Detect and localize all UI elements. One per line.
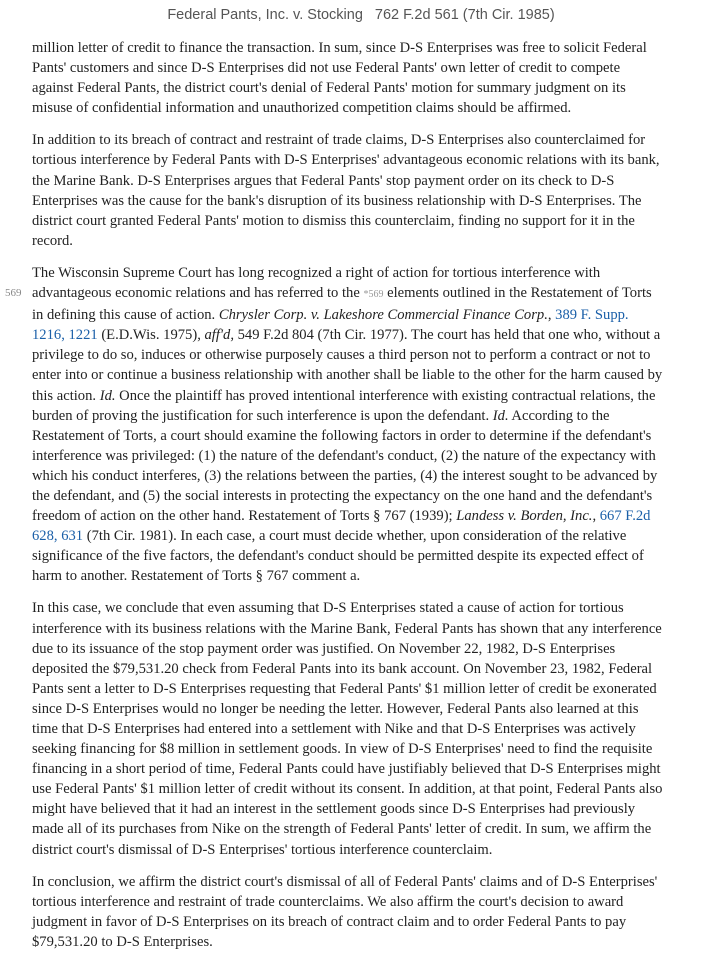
- case-name-chrysler: Chrysler Corp. v. Lakeshore Commercial Finance Corp.: [218, 307, 548, 324]
- paragraph-3-text: According to the Restatement of Torts, a court should examine the following factors in order to determine if the defendant's interference was privileged: (1) the nature of the defendant's conduct, (2) the nature of the expectancy with which his conduct interferes, (3) the relations between the parties, (4) the interest sought to be advanced by the defendant, and (5) the social interests in protecting the expectancy on the one hand and the defendant's freedom of action on the other hand. Restatement of Torts § 767 (1939);: [32, 407, 658, 525]
- paragraph-3-text: (E.D.Wis. 1975),: [97, 327, 205, 344]
- paragraph-1: million letter of credit to finance the transaction. In sum, since D-S Enterprises was free to solicit Federal Pants' customers and since D-S Enterprises did not use Federal Pants' own letter of credit to compete against Federal Pants, the district court's denial of Federal Pants' motion for summary judgment on its misuse of confidential information and unauthorized competition claims should be affirmed.: [32, 40, 647, 117]
- margin-page-number: 569: [5, 286, 22, 299]
- paragraph-3-text: elements outlined in the Restatement of Torts in defining this cause of action.: [32, 285, 652, 324]
- star-page-marker: *569: [363, 289, 384, 301]
- paragraph-3: [5, 263, 664, 587]
- paragraph-3-text: The Wisconsin Supreme Court has long recognized a right of action for tortious interference with advantageous economic relations and has referred to the: [32, 264, 601, 302]
- citation-link-389-fsupp-1216[interactable]: 389 F. Supp. 1216, 1221: [32, 307, 629, 344]
- paragraph-4: In this case, we conclude that even assuming that D-S Enterprises stated a cause of action for tortious interference with its business relations with the Marine Bank, Federal Pants has shown that any interference due to its issuance of the stop payment order was justified. On November 22, 1982, D-S Enterprises deposited the $79,531.20 check from Federal Pants into its bank account. On November 23, 1982, Federal Pants sent a letter to D-S Enterprises requesting that Federal Pants' $1 million letter of credit be exonerated since D-S Enterprises would no longer be needing the letter. However, Federal Pants also learned at this time that D-S Enterprises had entered into a settlement with Nike and that D-S Enterprises was actively seeking financing for $8 million in settlement goods. In view of D-S Enterprises' need to find the requisite financing in a short period of time, Federal Pants could have justifiably believed that D-S Enterprises might use Federal Pants' $1 million letter of credit without its consent. In addition, at that point, Federal Pants also might have believed that it had an interest in the settlement goods since D-S Enterprises had previously made all of its purchases from Nike on the strength of Federal Pants' letter of credit. In sum, we affirm the district court's dismissal of D-S Enterprises' tortious interference counterclaim.: [32, 600, 663, 858]
- paragraph-3-text: ,: [547, 307, 556, 324]
- paragraph-2: In addition to its breach of contract and restraint of trade claims, D-S Enterprises also counterclaimed for tortious interference by Federal Pants with D-S Enterprises' advantageous economic relations with its bank, the Marine Bank. D-S Enterprises argues that Federal Pants' stop payment order on its check to D-S Enterprises was the cause for the bank's disruption of its business relationship with D-S Enterprises. The district court granted Federal Pants' motion to dismiss this counterclaim, finding no support for it in the record.: [32, 132, 660, 249]
- affd-signal: aff'd,: [204, 327, 234, 344]
- paragraph-5: In conclusion, we affirm the district court's dismissal of all of Federal Pants' claims and of D-S Enterprises' tortious interference and restraint of trade counterclaims. We also affirm the court's decision to award judgment in favor of D-S Enterprises on its breach of contract claim and to order Federal Pants to pay $79,531.20 to D-S Enterprises.: [32, 873, 658, 950]
- paragraph-3-text: (7th Cir. 1981). In each case, a court must decide whether, upon consideration of the relative significance of the five factors, the defendant's conduct should be permitted despite its expected effect of harm to another. Restatement of Torts § 767 comment a.: [32, 528, 644, 585]
- opinion-body: [5, 38, 664, 964]
- paragraph-3-text: 549 F.2d 804 (7th Cir. 1977). The court has held that one who, without a privilege to do so, induces or otherwise purposely causes a third person not to perform a contract or not to enter into or continue a business relationship with another shall be liable to the other for the harm caused by this action.: [32, 327, 663, 404]
- page-header: [0, 7, 722, 23]
- paragraph-3-text: Once the plaintiff has proved intentional interference with existing contractual relations, the burden of proving the justification for such interference is upon the defendant.: [32, 387, 656, 424]
- id-signal: Id.: [99, 387, 116, 404]
- id-signal: Id.: [492, 407, 509, 424]
- paragraph-3-text: ,: [592, 508, 600, 525]
- case-citation: 762 F.2d 561 (7th Cir. 1985): [374, 7, 555, 23]
- case-title: Federal Pants, Inc. v. Stocking: [167, 7, 363, 23]
- citation-link-667-f2d-628[interactable]: 667 F.2d 628, 631: [32, 508, 651, 545]
- case-name-landess: Landess v. Borden, Inc.: [456, 508, 593, 525]
